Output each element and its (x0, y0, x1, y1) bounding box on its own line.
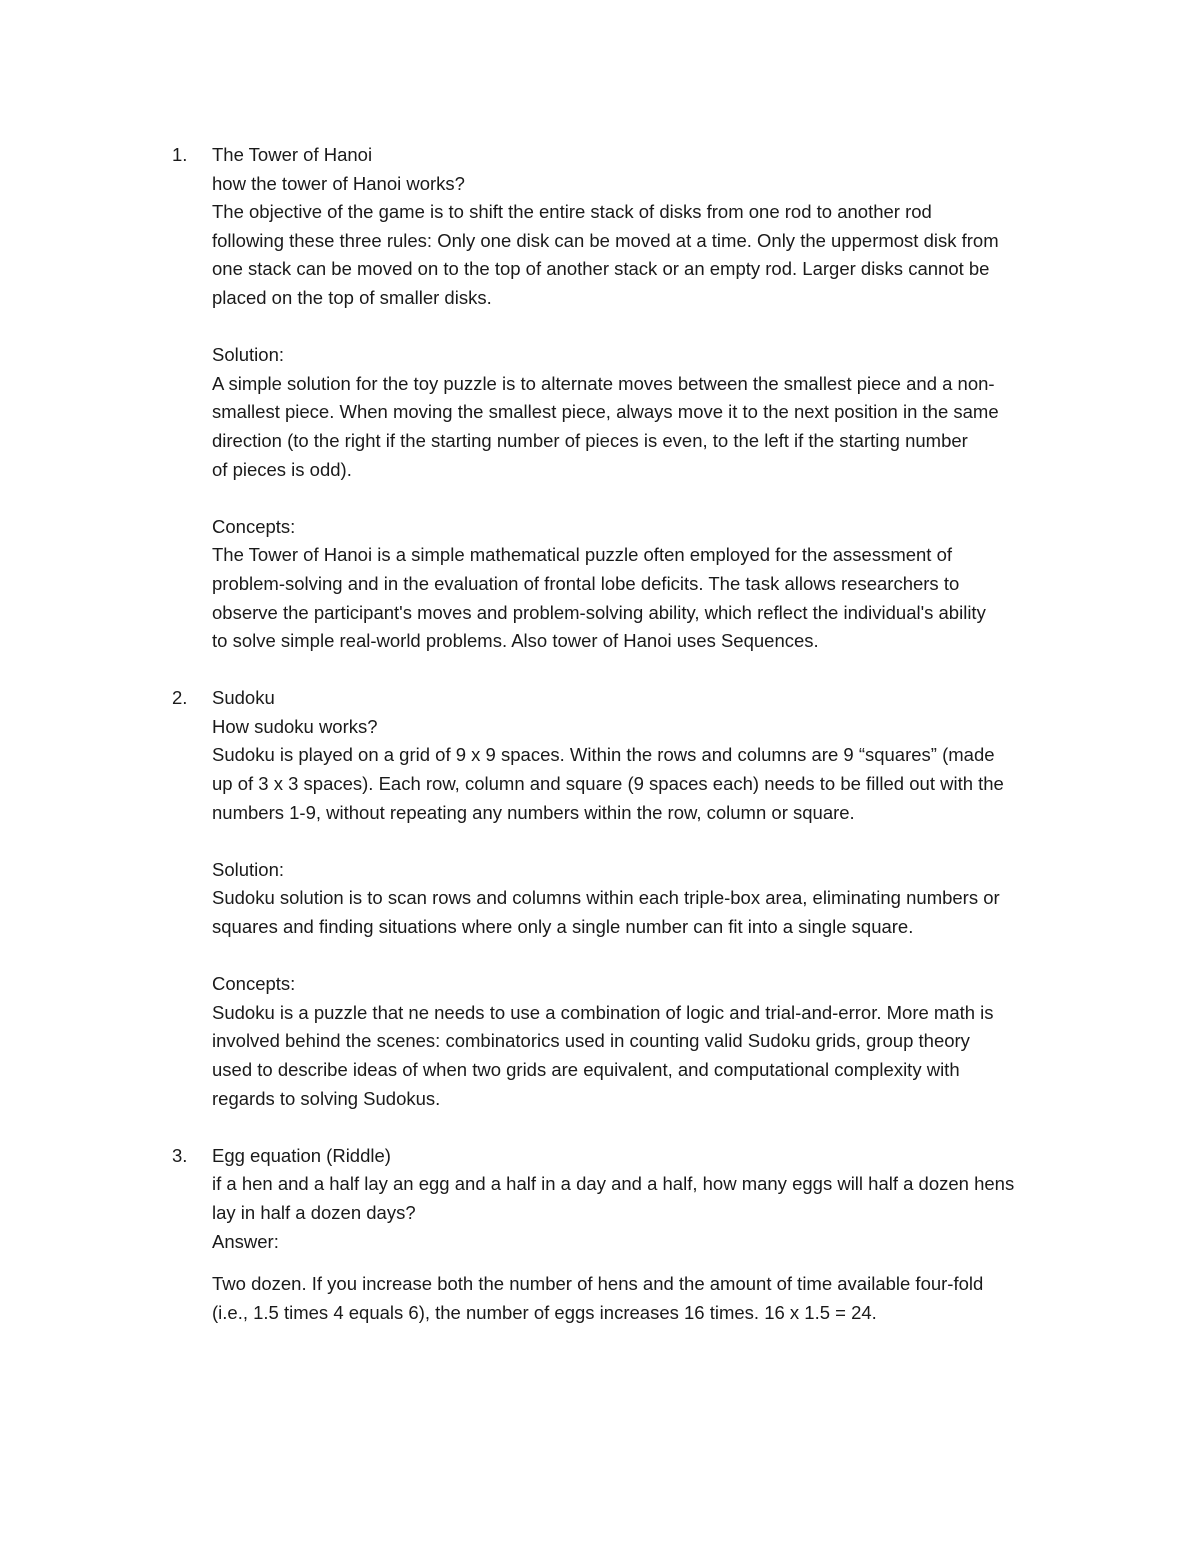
answer-line: Two dozen. If you increase both the number of hens and the amount of time available four-fold (212, 1273, 984, 1295)
list-item-tower-of-hanoi (172, 141, 1072, 656)
paragraph-gap (212, 1256, 1072, 1270)
description-line: Sudoku is played on a grid of 9 x 9 spaces. Within the rows and columns are 9 “squares” (made (212, 744, 995, 766)
concepts-line: to solve simple real-world problems. Also tower of Hanoi uses Sequences. (212, 630, 819, 652)
solution-line: squares and finding situations where only a single number can fit into a single square. (212, 916, 914, 938)
description-line: up of 3 x 3 spaces). Each row, column and square (9 spaces each) needs to be filled out with the (212, 773, 1004, 795)
solution-line: A simple solution for the toy puzzle is to alternate moves between the smallest piece and a non- (212, 372, 995, 394)
solution-heading: Solution: (212, 858, 284, 880)
description-line: one stack can be moved on to the top of another stack or an empty rod. Larger disks cannot be (212, 258, 990, 280)
item-title: Sudoku (212, 687, 275, 709)
concepts-line: used to describe ideas of when two grids are equivalent, and computational complexity with (212, 1059, 960, 1080)
riddle-line: lay in half a dozen days? (212, 1201, 416, 1223)
numbered-list (172, 141, 1072, 1327)
item-number: 3. (172, 1144, 188, 1166)
riddle-line: if a hen and a half lay an egg and a half in a day and a half, how many eggs will half a dozen hens (212, 1173, 1015, 1195)
item-question: how the tower of Hanoi works? (212, 172, 465, 194)
description-line: placed on the top of smaller disks. (212, 286, 492, 308)
solution-line: smallest piece. When moving the smallest piece, always move it to the next position in the same (212, 401, 999, 423)
concepts-line: observe the participant's moves and problem-solving ability, which reflect the individual's ability (212, 601, 986, 623)
solution-line: Sudoku solution is to scan rows and columns within each triple-box area, eliminating numbers or (212, 887, 1000, 909)
description-line: following these three rules: Only one disk can be moved at a time. Only the uppermost disk from (212, 229, 999, 251)
list-item-egg-equation (172, 1142, 1072, 1328)
concepts-line: problem-solving and in the evaluation of frontal lobe deficits. The task allows researchers to (212, 572, 960, 594)
concepts-line: involved behind the scenes: combinatorics used in counting valid Sudoku grids, group theory (212, 1030, 970, 1052)
solution-line: direction (to the right if the starting number of pieces is even, to the left if the starting number (212, 429, 968, 451)
item-number: 1. (172, 144, 188, 165)
concepts-heading: Concepts: (212, 515, 296, 537)
paragraph-gap (212, 827, 1072, 856)
item-title: Egg equation (Riddle) (212, 1144, 391, 1166)
description-line: The objective of the game is to shift the entire stack of disks from one rod to another rod (212, 201, 932, 223)
solution-heading: Solution: (212, 344, 284, 366)
answer-heading: Answer: (212, 1230, 279, 1252)
item-title: The Tower of Hanoi (212, 144, 373, 165)
item-question: How sudoku works? (212, 715, 378, 737)
description-line: numbers 1-9, without repeating any numbers within the row, column or square. (212, 801, 855, 823)
answer-line: (i.e., 1.5 times 4 equals 6), the number of eggs increases 16 times. 16 x 1.5 = 24. (212, 1301, 877, 1323)
list-item-sudoku (172, 684, 1072, 1113)
item-number: 2. (172, 687, 188, 709)
concepts-line: regards to solving Sudokus. (212, 1087, 441, 1109)
concepts-heading: Concepts: (212, 973, 296, 995)
solution-line: of pieces is odd). (212, 458, 352, 480)
paragraph-gap (212, 484, 1072, 513)
paragraph-gap (212, 942, 1072, 971)
concepts-line: The Tower of Hanoi is a simple mathematical puzzle often employed for the assessment of (212, 544, 953, 566)
concepts-line: Sudoku is a puzzle that ne needs to use a combination of logic and trial-and-error. More math is (212, 1001, 994, 1023)
paragraph-gap (212, 313, 1072, 342)
